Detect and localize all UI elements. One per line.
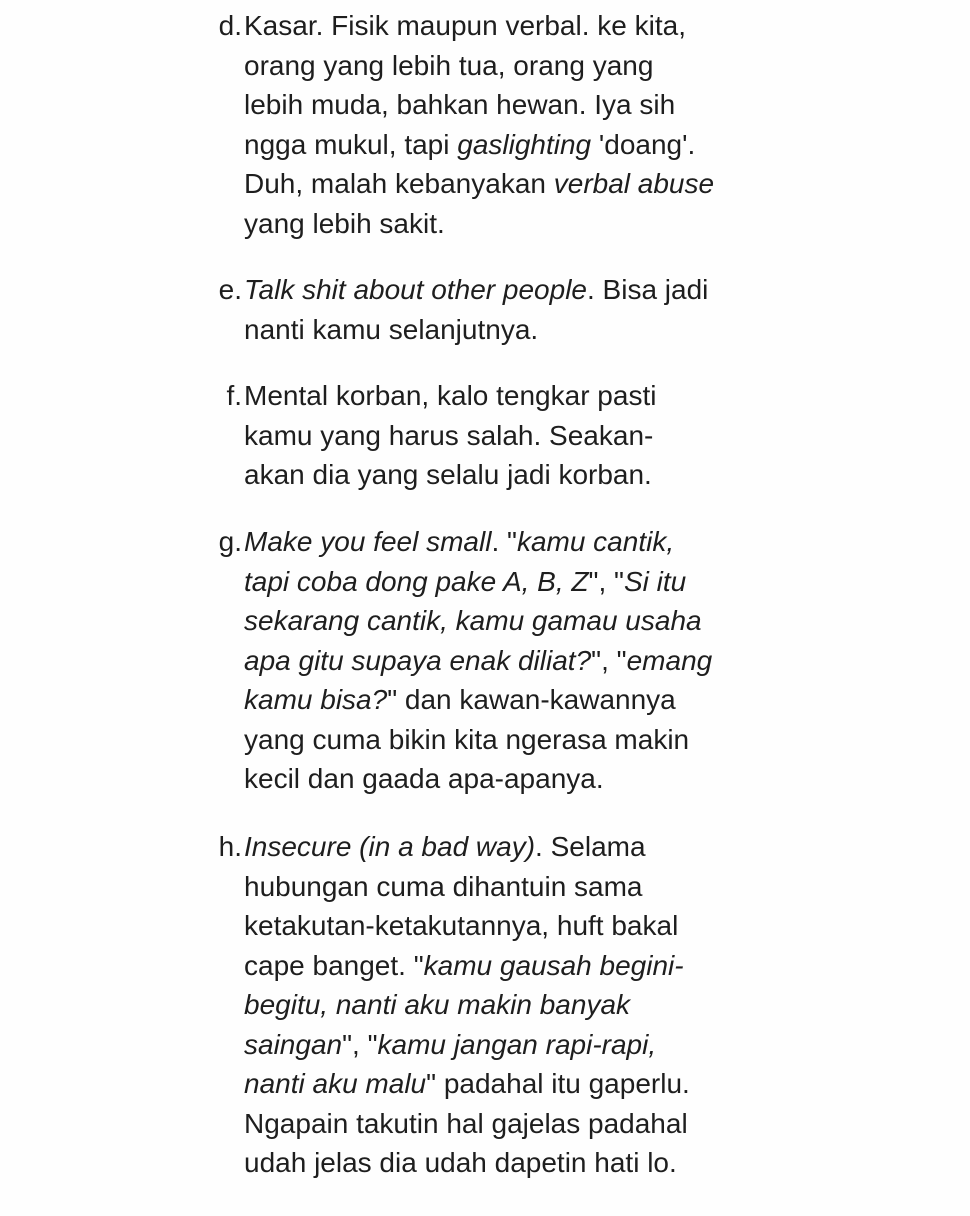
text-run: ", " <box>588 565 624 597</box>
italic-run: kamu jangan rapi-rapi, <box>377 1028 657 1060</box>
list-item-text <box>244 270 764 349</box>
list-marker: h. <box>218 831 242 862</box>
text-line <box>244 867 764 907</box>
text-run: orang yang lebih tua, orang yang <box>244 49 654 81</box>
text-run: " padahal itu gaperlu. <box>426 1068 690 1099</box>
list-marker: g. <box>218 526 242 557</box>
italic-run: Insecure (in a bad way) <box>244 831 536 862</box>
list-item-text <box>244 376 764 495</box>
text-run: Kasar. Fisik maupun verbal. ke kita, <box>244 10 686 41</box>
italic-run: kamu gausah begini- <box>423 949 684 981</box>
text-line <box>244 522 764 562</box>
italic-run: emang <box>626 644 713 676</box>
text-run: . " <box>491 526 517 557</box>
text-run: Duh, malah kebanyakan <box>244 168 554 199</box>
text-line <box>244 601 764 641</box>
text-line <box>244 641 764 681</box>
text-run: hubungan cuma dihantuin sama <box>244 870 643 902</box>
text-run: kamu yang harus salah. Seakan- <box>244 419 654 451</box>
text-run: ", " <box>342 1028 378 1060</box>
text-line <box>244 376 764 416</box>
italic-run: Talk shit about other people <box>244 274 587 305</box>
text-line <box>244 416 764 456</box>
text-run: Ngapain takutin hal gajelas padahal <box>244 1107 688 1139</box>
list-item-text <box>244 522 764 799</box>
text-line <box>244 6 764 46</box>
list-marker: e. <box>218 274 242 305</box>
text-line <box>244 720 764 760</box>
list-marker: f. <box>226 380 242 411</box>
text-run: 'doang'. <box>591 128 696 160</box>
italic-run: apa gitu supaya enak diliat? <box>244 644 592 676</box>
list-marker: d. <box>218 10 242 41</box>
text-line <box>244 164 764 204</box>
italic-run: verbal abuse <box>553 168 715 199</box>
text-line <box>244 85 764 125</box>
italic-run: sekarang cantik, kamu gamau usaha <box>244 605 702 636</box>
italic-run: begitu, nanti aku makin banyak <box>244 989 631 1020</box>
italic-run: gaslighting <box>457 128 592 160</box>
text-run: ketakutan-ketakutannya, huft bakal <box>244 910 679 941</box>
text-line <box>244 46 764 86</box>
text-line <box>244 759 764 799</box>
text-run: . Selama <box>535 831 646 862</box>
text-line <box>244 204 764 244</box>
text-run: cape banget. " <box>244 949 424 981</box>
text-line <box>244 680 764 720</box>
text-line <box>244 1104 764 1144</box>
text-line <box>244 827 764 867</box>
text-run: nanti kamu selanjutnya. <box>244 313 539 345</box>
list-item-text <box>244 6 764 243</box>
text-run: akan dia yang selalu jadi korban. <box>244 459 652 490</box>
text-run: " dan kawan-kawannya <box>387 684 676 715</box>
text-run: ngga mukul, tapi <box>244 128 458 160</box>
italic-run: saingan <box>244 1028 343 1060</box>
text-line <box>244 985 764 1025</box>
text-line <box>244 1143 764 1183</box>
text-run: kecil dan gaada apa-apanya. <box>244 763 604 794</box>
text-line <box>244 562 764 602</box>
text-run: lebih muda, bahkan hewan. Iya sih <box>244 89 676 120</box>
text-run: . Bisa jadi <box>587 274 709 305</box>
text-line <box>244 906 764 946</box>
text-line <box>244 270 764 310</box>
text-run: udah jelas dia udah dapetin hati lo. <box>244 1147 677 1178</box>
text-run: yang lebih sakit. <box>244 207 445 239</box>
italic-run: tapi coba dong pake A, B, Z <box>244 565 589 597</box>
italic-run: kamu bisa? <box>244 684 388 715</box>
text-line <box>244 1064 764 1104</box>
italic-run: nanti aku malu <box>244 1068 427 1099</box>
text-run: ", " <box>591 644 627 676</box>
italic-run: Si itu <box>623 565 687 597</box>
italic-run: kamu cantik, <box>516 526 675 557</box>
text-line <box>244 125 764 165</box>
text-line <box>244 1025 764 1065</box>
text-line <box>244 455 764 495</box>
text-line <box>244 946 764 986</box>
list-item-text <box>244 827 764 1183</box>
text-line <box>244 310 764 350</box>
italic-run: Make you feel small <box>244 526 492 557</box>
text-run: Mental korban, kalo tengkar pasti <box>244 380 657 411</box>
text-run: yang cuma bikin kita ngerasa makin <box>244 723 690 755</box>
